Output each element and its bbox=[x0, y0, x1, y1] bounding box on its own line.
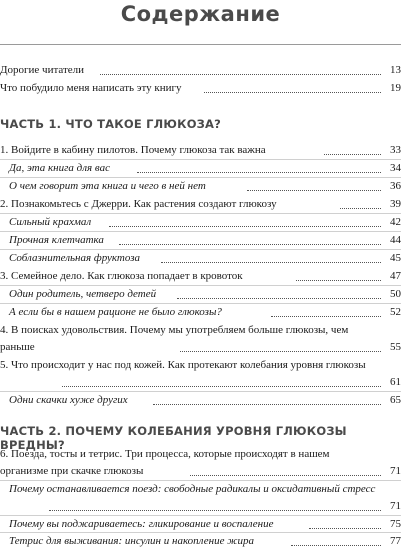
dot-leader bbox=[180, 351, 381, 352]
toc-entry-readers[interactable] bbox=[0, 62, 401, 79]
part-2-heading: ЧАСТЬ 2. ПОЧЕМУ КОЛЕБАНИЯ УРОВНЯ ГЛЮКОЗЫ ВРЕДНЫ? bbox=[0, 424, 347, 452]
dot-leader bbox=[296, 280, 381, 281]
dot-leader bbox=[309, 528, 381, 529]
toc-page-number: 65 bbox=[390, 394, 401, 406]
toc-entry-label: Один родитель, четверо детей bbox=[9, 288, 157, 300]
toc-entry-sub[interactable] bbox=[9, 533, 401, 550]
toc-page-number: 45 bbox=[390, 252, 401, 264]
toc-entry-label: Почему вы поджариваетесь: гликирование и воспаление bbox=[9, 518, 274, 530]
toc-entry-sub[interactable] bbox=[9, 160, 401, 177]
toc-page-number: 75 bbox=[390, 518, 401, 530]
dot-leader bbox=[119, 244, 381, 245]
toc-entry-sub[interactable] bbox=[9, 304, 401, 321]
toc-page-number: 19 bbox=[390, 82, 401, 94]
toc-page-number: 52 bbox=[390, 306, 401, 318]
toc-entry-sub[interactable] bbox=[9, 178, 401, 195]
toc-page-number: 39 bbox=[390, 198, 401, 210]
toc-entry-sub[interactable] bbox=[9, 392, 401, 409]
toc-entry-ch4[interactable] bbox=[0, 322, 401, 356]
title-divider bbox=[0, 44, 401, 45]
toc-entry-sub[interactable] bbox=[9, 481, 401, 515]
toc-page-number: 42 bbox=[390, 216, 401, 228]
toc-entry-label: Дорогие читатели bbox=[0, 64, 85, 76]
toc-entry-ch2[interactable] bbox=[0, 196, 401, 213]
dot-leader bbox=[190, 475, 381, 476]
toc-entry-label: Соблазнительная фруктоза bbox=[9, 252, 141, 264]
dot-leader bbox=[247, 190, 381, 191]
toc-entry-sub[interactable] bbox=[9, 214, 401, 231]
dot-leader bbox=[109, 226, 381, 227]
toc-entry-label: 3. Семейное дело. Как глюкоза попадает в кровоток bbox=[0, 270, 243, 282]
toc-entry-label: 6. Поезда, тосты и тетрис. Три процесса, которые происходят в нашем организме при скачке глюкозы bbox=[0, 448, 330, 477]
toc-page-number: 36 bbox=[390, 180, 401, 192]
toc-entry-motivation[interactable] bbox=[0, 80, 401, 97]
toc-entry-ch5[interactable] bbox=[0, 357, 401, 391]
toc-page-number: 47 bbox=[390, 270, 401, 282]
toc-entry-label: Да, эта книга для вас bbox=[9, 162, 110, 174]
toc-entry-ch3[interactable] bbox=[0, 268, 401, 285]
toc-page-number: 34 bbox=[390, 162, 401, 174]
toc-entry-label: 5. Что происходит у нас под кожей. Как протекают колебания уровня глюкозы bbox=[0, 359, 366, 371]
dot-leader bbox=[340, 208, 381, 209]
dot-leader bbox=[137, 172, 381, 173]
toc-page-number: 33 bbox=[390, 144, 401, 156]
toc-entry-label: Что побудило меня написать эту книгу bbox=[0, 82, 182, 94]
toc-entry-label: 2. Познакомьтесь с Джерри. Как растения создают глюкозу bbox=[0, 198, 277, 210]
toc-page-number: 44 bbox=[390, 234, 401, 246]
toc-entry-label: Одни скачки хуже других bbox=[9, 394, 128, 406]
toc-entry-label: 1. Войдите в кабину пилотов. Почему глюкоза так важна bbox=[0, 144, 266, 156]
dot-leader bbox=[161, 262, 381, 263]
dot-leader bbox=[324, 154, 381, 155]
toc-page-number: 13 bbox=[390, 64, 401, 76]
dot-leader bbox=[204, 92, 381, 93]
toc-page-number: 71 bbox=[390, 465, 401, 477]
toc-page-number: 77 bbox=[390, 535, 401, 547]
toc-page-number: 50 bbox=[390, 288, 401, 300]
page-title: Содержание bbox=[120, 2, 281, 26]
toc-page-number: 71 bbox=[390, 500, 401, 512]
toc-entry-sub[interactable] bbox=[9, 232, 401, 249]
toc-page-number: 61 bbox=[390, 376, 401, 388]
dot-leader bbox=[100, 74, 381, 75]
toc-entry-label: Сильный крахмал bbox=[9, 216, 92, 228]
dot-leader bbox=[291, 545, 381, 546]
dot-leader bbox=[177, 298, 381, 299]
toc-entry-label: О чем говорит эта книга и чего в ней нет bbox=[9, 180, 206, 192]
toc-entry-ch1[interactable] bbox=[0, 142, 401, 159]
toc-entry-label: А если бы в нашем рационе не было глюкозы? bbox=[9, 306, 222, 318]
dot-leader bbox=[62, 386, 381, 387]
toc-entry-label: 4. В поисках удовольствия. Почему мы употребляем больше глюкозы, чем раньше bbox=[0, 324, 349, 353]
dot-leader bbox=[271, 316, 381, 317]
toc-entry-ch6[interactable] bbox=[0, 446, 401, 480]
toc-entry-label: Тетрис для выживания: инсулин и накопление жира bbox=[9, 535, 254, 547]
toc-entry-label: Прочная клетчатка bbox=[9, 234, 104, 246]
part-1-heading: ЧАСТЬ 1. ЧТО ТАКОЕ ГЛЮКОЗА? bbox=[0, 117, 222, 131]
dot-leader bbox=[49, 510, 381, 511]
toc-page-number: 55 bbox=[390, 341, 401, 353]
dot-leader bbox=[153, 404, 381, 405]
toc-entry-sub[interactable] bbox=[9, 516, 401, 533]
toc-entry-label: Почему останавливается поезд: свободные радикалы и оксидативный стресс bbox=[9, 483, 376, 495]
toc-entry-sub[interactable] bbox=[9, 286, 401, 303]
toc-entry-sub[interactable] bbox=[9, 250, 401, 267]
